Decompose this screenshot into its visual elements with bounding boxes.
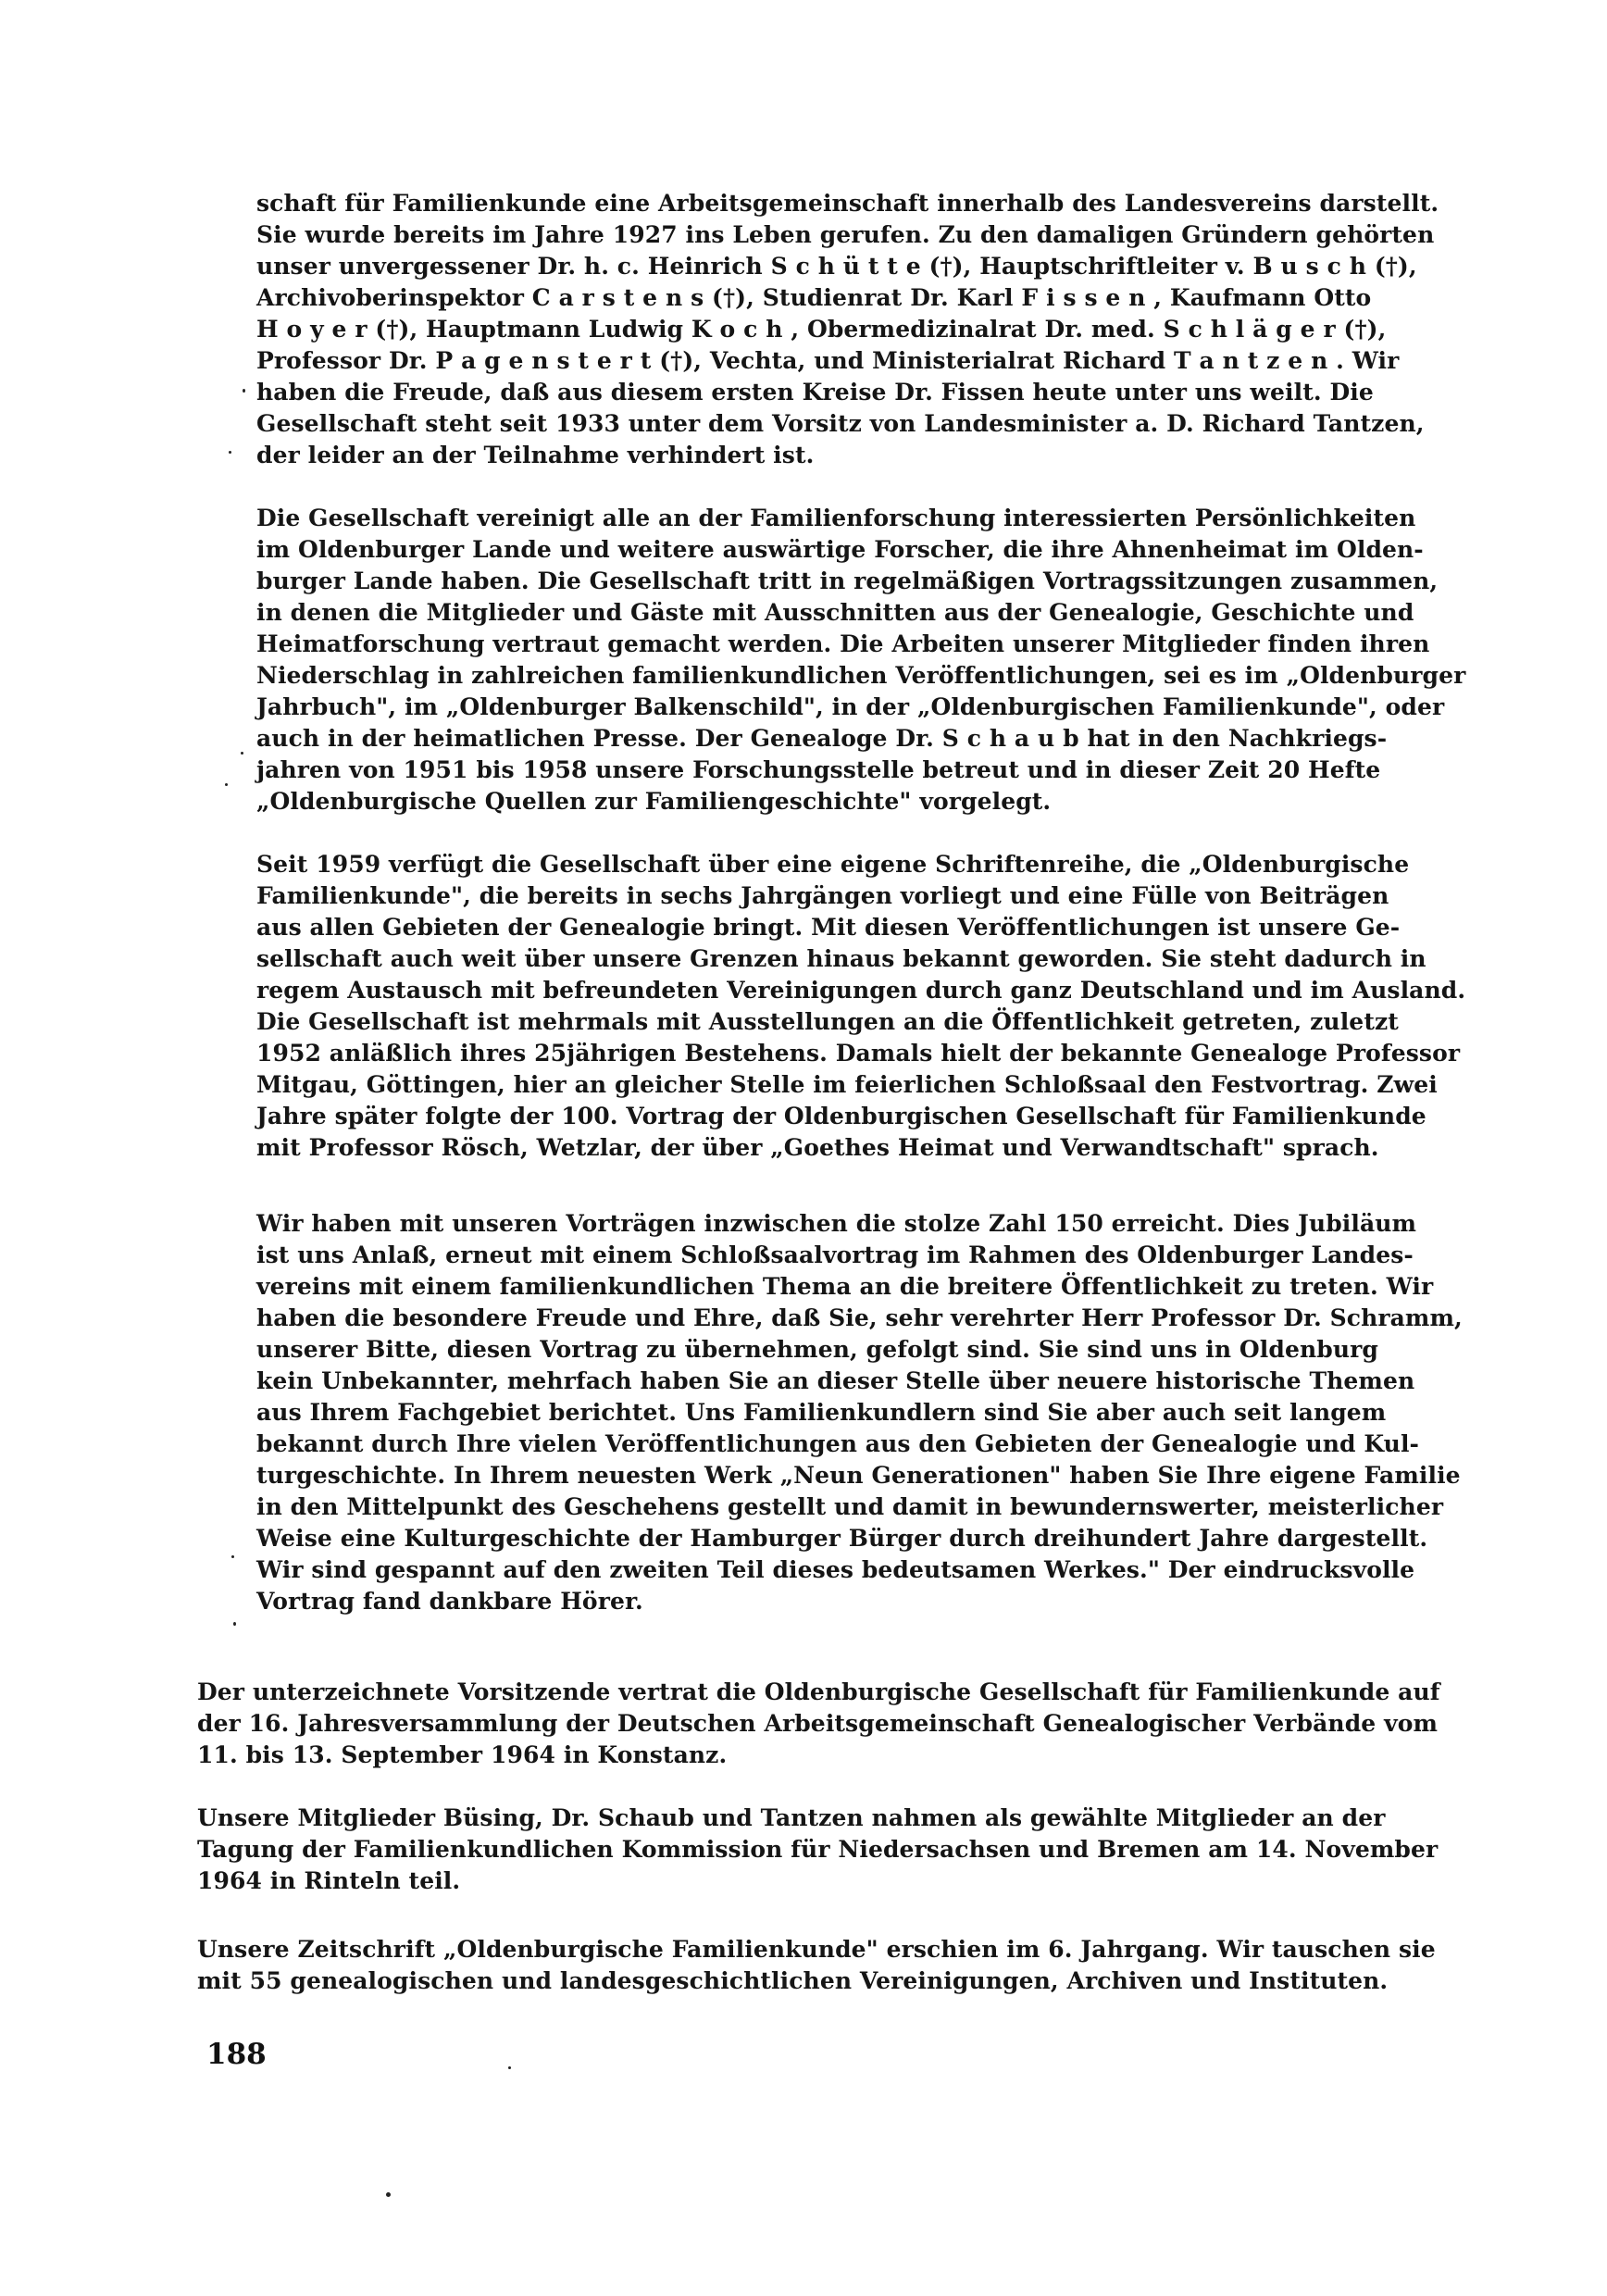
page-number: 188 [206,2038,267,2071]
text-line: regem Austausch mit befreundeten Vereinigungen durch ganz Deutschland und im Ausland. [256,977,1466,1004]
text-line: ist uns Anlaß, erneut mit einem Schloßsaalvortrag im Rahmen des Oldenburger Landes- [256,1242,1414,1268]
text-line: haben die besondere Freude und Ehre, daß Sie, sehr verehrter Herr Professor Dr. Schramm, [256,1304,1463,1331]
scan-speck [241,752,243,755]
text-line: Weise eine Kulturgeschichte der Hamburger Bürger durch dreihundert Jahre dargestellt. [256,1525,1428,1552]
text-line: kein Unbekannter, mehrfach haben Sie an dieser Stelle über neuere historische Themen [256,1367,1415,1394]
text-line: Professor Dr. P a g e n s t e r t (†), Vechta, und Ministerialrat Richard T a n t z e n . Wir [256,347,1400,374]
text-line: Unsere Zeitschrift „Oldenburgische Familienkunde" erschien im 6. Jahrgang. Wir tauschen sie [197,1936,1436,1963]
text-line: haben die Freude, daß aus diesem ersten Kreise Dr. Fissen heute unter uns weilt. Die [256,379,1374,406]
text-line: jahren von 1951 bis 1958 unsere Forschungsstelle betreut und in dieser Zeit 20 Hefte [256,756,1381,783]
text-line: burger Lande haben. Die Gesellschaft tritt in regelmäßigen Vortragssitzungen zusammen, [256,568,1439,594]
text-line: Familienkunde", die bereits in sechs Jahrgängen vorliegt und eine Fülle von Beiträgen [256,882,1389,909]
text-line: Mitgau, Göttingen, hier an gleicher Stelle im feierlichen Schloßsaal den Festvortrag. Zwei [256,1071,1438,1098]
text-line: turgeschichte. In Ihrem neuesten Werk „Neun Generationen" haben Sie Ihre eigene Familie [256,1462,1461,1489]
text-line: Unsere Mitglieder Büsing, Dr. Schaub und Tantzen nahmen als gewählte Mitglieder an der [197,1804,1386,1831]
text-line: bekannt durch Ihre vielen Veröffentlichungen aus den Gebieten der Genealogie und Kul- [256,1430,1420,1457]
text-line: Tagung der Familienkundlichen Kommission für Niedersachsen und Bremen am 14. November [197,1836,1439,1863]
scan-speck [231,1555,234,1558]
text-line: sellschaft auch weit über unsere Grenzen hinaus bekannt geworden. Sie steht dadurch in [256,945,1426,972]
text-line: Gesellschaft steht seit 1933 unter dem Vorsitz von Landesminister a. D. Richard Tantzen, [256,410,1425,437]
text-line: H o y e r (†), Hauptmann Ludwig K o c h , Obermedizinalrat Dr. med. S c h l ä g e r (†), [256,316,1387,343]
text-line: mit 55 genealogischen und landesgeschichtlichen Vereinigungen, Archiven und Instituten. [197,1967,1389,1994]
text-line: schaft für Familienkunde eine Arbeitsgemeinschaft innerhalb des Landesvereins darstellt. [256,190,1439,217]
text-line: 1964 in Rinteln teil. [197,1867,461,1894]
text-line: 1952 anläßlich ihres 25jährigen Bestehens. Damals hielt der bekannte Genealoge Professor [256,1040,1461,1067]
scan-speck [508,2066,511,2069]
text-line: im Oldenburger Lande und weitere auswärtige Forscher, die ihre Ahnenheimat im Olden- [256,536,1424,563]
text-line: Jahre später folgte der 100. Vortrag der Oldenburgischen Gesellschaft für Familienkunde [256,1103,1426,1129]
text-line: unser unvergessener Dr. h. c. Heinrich S c h ü t t e (†), Hauptschriftleiter v. B u s c h (†), [256,253,1417,280]
scan-speck [229,451,231,454]
scan-speck [243,389,245,393]
text-line: in denen die Mitglieder und Gäste mit Ausschnitten aus der Genealogie, Geschichte und [256,599,1414,626]
text-line: Seit 1959 verfügt die Gesellschaft über eine eigene Schriftenreihe, die „Oldenburgische [256,851,1410,878]
text-line: aus Ihrem Fachgebiet berichtet. Uns Familienkundlern sind Sie aber auch seit langem [256,1399,1387,1426]
text-line: Die Gesellschaft vereinigt alle an der Familienforschung interessierten Persönlichkeiten [256,505,1416,531]
text-line: Heimatforschung vertraut gemacht werden. Die Arbeiten unserer Mitglieder finden ihren [256,630,1430,657]
scan-speck [225,783,228,786]
text-line: Archivoberinspektor C a r s t e n s (†), Studienrat Dr. Karl F i s s e n , Kaufmann Otto [256,284,1372,311]
text-line: Wir haben mit unseren Vorträgen inzwischen die stolze Zahl 150 erreicht. Dies Jubiläum [256,1210,1417,1237]
text-line: in den Mittelpunkt des Geschehens gestellt und damit in bewundernswerter, meisterlicher [256,1493,1444,1520]
text-line: Die Gesellschaft ist mehrmals mit Ausstellungen an die Öffentlichkeit getreten, zuletzt [256,1008,1399,1035]
text-line: der leider an der Teilnahme verhindert ist. [256,442,815,468]
scan-speck [386,2192,391,2197]
text-line: „Oldenburgische Quellen zur Familiengeschichte" vorgelegt. [256,788,1052,815]
text-line: Vortrag fand dankbare Hörer. [256,1588,643,1615]
text-line: Jahrbuch", im „Oldenburger Balkenschild", in der „Oldenburgischen Familienkunde", oder [256,693,1445,720]
text-line: unserer Bitte, diesen Vortrag zu übernehmen, gefolgt sind. Sie sind uns in Oldenburg [256,1336,1378,1363]
text-line: Sie wurde bereits im Jahre 1927 ins Leben gerufen. Zu den damaligen Gründern gehörten [256,221,1435,248]
text-line: der 16. Jahresversammlung der Deutschen Arbeitsgemeinschaft Genealogischer Verbände vom [197,1710,1439,1737]
scan-speck [233,1622,236,1626]
text-line: Wir sind gespannt auf den zweiten Teil dieses bedeutsamen Werkes." Der eindrucksvolle [256,1556,1415,1583]
text-line: mit Professor Rösch, Wetzlar, der über „Goethes Heimat und Verwandtschaft" sprach. [256,1134,1379,1161]
text-line: Der unterzeichnete Vorsitzende vertrat die Oldenburgische Gesellschaft für Familienkunde auf [197,1678,1440,1705]
text-line: auch in der heimatlichen Presse. Der Genealoge Dr. S c h a u b hat in den Nachkriegs- [256,725,1388,752]
text-line: Niederschlag in zahlreichen familienkundlichen Veröffentlichungen, sei es im „Oldenburger [256,662,1466,689]
text-line: 11. bis 13. September 1964 in Konstanz. [197,1741,728,1768]
text-line: vereins mit einem familienkundlichen Thema an die breitere Öffentlichkeit zu treten. Wir [256,1273,1434,1300]
text-line: aus allen Gebieten der Genealogie bringt. Mit diesen Veröffentlichungen ist unsere Ge- [256,914,1401,941]
